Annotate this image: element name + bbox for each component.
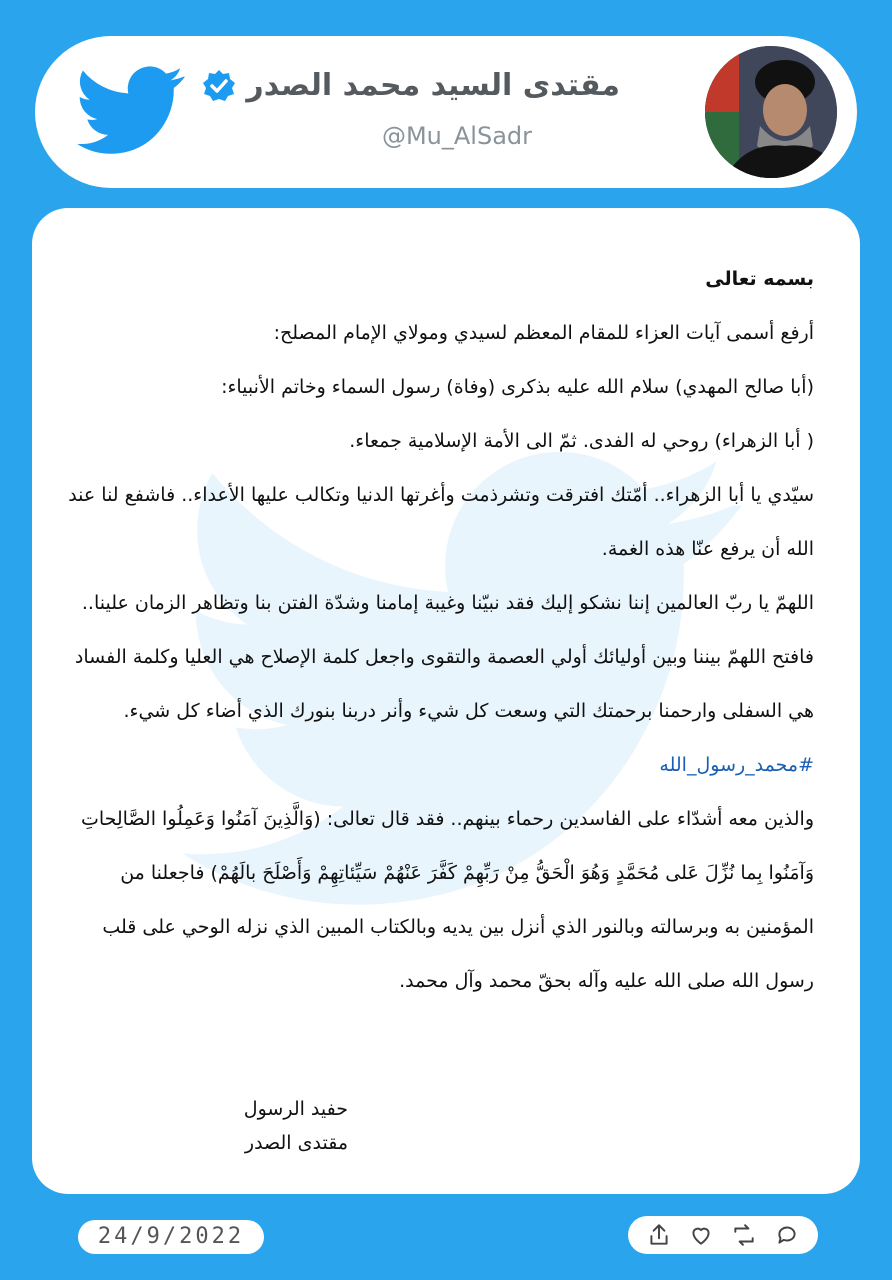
tweet-paragraph: والذين معه أشدّاء على الفاسدين رحماء بينهم.. فقد قال تعالى: (وَالَّذِينَ آمَنُوا وَعَمِلُوا الصَّالِحاتِ وَآمَنُوا بِما نُزِّلَ عَلى مُحَمَّدٍ وَهُوَ الْحَقُّ مِنْ رَبِّهِمْ كَفَّرَ عَنْهُمْ سَيِّئاتِهِمْ وَأَصْلَحَ بالَهُمْ) فاجعلنا من المؤمنين به وبرسالته وبالنور الذي أنزل بين يديه وبالكتاب المبين الذي نزله الوحي على قلب رسول الله صلى الله عليه وآله بحقّ محمد وآل محمد. [74, 808, 814, 992]
profile-header [35, 36, 857, 188]
reply-button[interactable] [774, 1222, 800, 1248]
tweet-paragraph: اللهمّ يا ربّ العالمين إننا نشكو إليك فقد نبيّنا وغيبة إمامنا وشدّة الفتن بنا وتظاهر الزمان علينا.. فافتح اللهمّ بيننا وبين أوليائك أولي العصمة والتقوى واجعل كلمة الإصلاح هي العليا وكلمة الفساد هي السفلى وارحمنا برحمتك التي وسعت كل شيء وأنر دربنا بنورك الذي أضاء كل شيء. [68, 592, 814, 722]
tweet-actions [628, 1216, 818, 1254]
signature-title: حفيد الرسول [243, 1098, 348, 1120]
signature [244, 1092, 348, 1160]
avatar-image [705, 46, 837, 178]
reply-icon [774, 1222, 800, 1248]
like-icon [688, 1222, 714, 1248]
signature-name: مقتدى الصدر [244, 1132, 348, 1154]
share-icon [646, 1222, 672, 1248]
avatar[interactable] [705, 46, 837, 178]
twitter-bird-icon [77, 66, 185, 156]
tweet-opening: بسمه تعالى [705, 268, 814, 290]
tweet-date: 24/9/2022 [78, 1220, 264, 1254]
retweet-button[interactable] [730, 1222, 758, 1248]
account-name[interactable]: مقتدى السيد محمد الصدر [246, 68, 620, 103]
tweet-body [62, 252, 814, 1008]
tweet-paragraph: أرفع أسمى آيات العزاء للمقام المعظم لسيدي ومولاي الإمام المصلح: [273, 322, 814, 344]
name-row [202, 68, 620, 103]
verified-badge-icon [202, 69, 236, 103]
retweet-icon [730, 1222, 758, 1248]
tweet-paragraph: (أبا صالح المهدي) سلام الله عليه بذكرى (وفاة) رسول السماء وخاتم الأنبياء: [221, 376, 814, 398]
tweet-paragraph: ( أبا الزهراء) روحي له الفدى. ثمّ الى الأمة الإسلامية جمعاء. [349, 430, 814, 452]
tweet-paragraph: سيّدي يا أبا الزهراء.. أمّتك افترقت وتشرذمت وأغرتها الدنيا وتكالب عليها الأعداء.. فاشفع لنا عند الله أن يرفع عنّا هذه الغمة. [62, 484, 814, 560]
account-handle[interactable]: @Mu_AlSadr [381, 122, 532, 150]
tweet-card [32, 208, 860, 1194]
like-button[interactable] [688, 1222, 714, 1248]
share-button[interactable] [646, 1222, 672, 1248]
hashtag-link[interactable]: #محمد_رسول_الله [659, 754, 814, 776]
